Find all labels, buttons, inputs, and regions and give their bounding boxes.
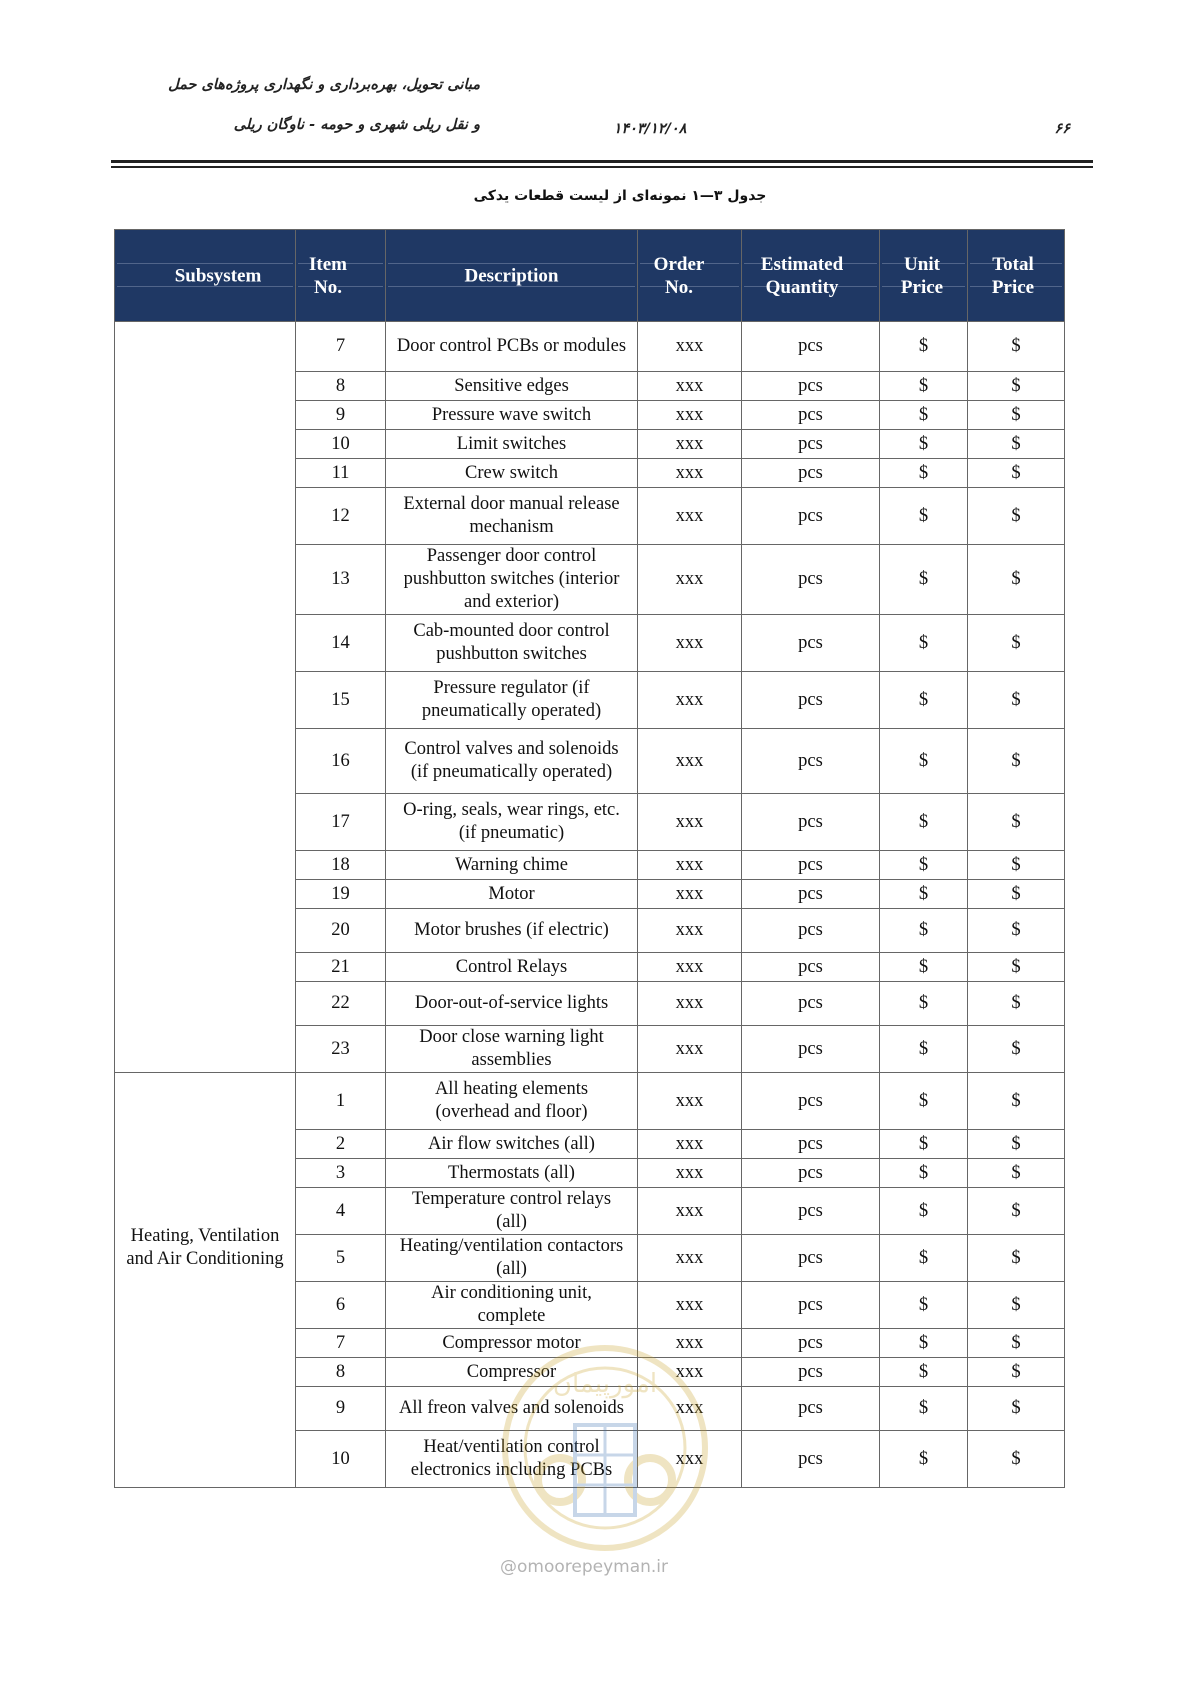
description-cell: Door close warning light assemblies bbox=[386, 1026, 638, 1073]
order-no-cell: xxx bbox=[638, 880, 742, 909]
total-price-cell: $ bbox=[968, 1188, 1065, 1235]
total-price-cell: $ bbox=[968, 1235, 1065, 1282]
total-price-cell: $ bbox=[968, 880, 1065, 909]
unit-price-cell: $ bbox=[880, 322, 968, 372]
unit-price-cell: $ bbox=[880, 794, 968, 851]
order-no-cell: xxx bbox=[638, 1159, 742, 1188]
item-no-cell: 16 bbox=[296, 729, 386, 794]
item-no-cell: 8 bbox=[296, 1358, 386, 1387]
unit-price-cell: $ bbox=[880, 982, 968, 1026]
item-no-cell: 20 bbox=[296, 909, 386, 953]
order-no-cell: xxx bbox=[638, 488, 742, 545]
col-header-subsystem: Subsystem bbox=[115, 230, 296, 322]
quantity-cell: pcs bbox=[742, 401, 880, 430]
order-no-cell: xxx bbox=[638, 372, 742, 401]
unit-price-cell: $ bbox=[880, 729, 968, 794]
page-number: ۶۶ bbox=[1054, 121, 1070, 137]
order-no-cell: xxx bbox=[638, 430, 742, 459]
col-header-item-no: Item No. bbox=[296, 230, 386, 322]
description-cell: Limit switches bbox=[386, 430, 638, 459]
unit-price-cell: $ bbox=[880, 615, 968, 672]
quantity-cell: pcs bbox=[742, 1329, 880, 1358]
total-price-cell: $ bbox=[968, 1329, 1065, 1358]
description-cell: Sensitive edges bbox=[386, 372, 638, 401]
watermark-site: @omoorepeyman.ir bbox=[500, 1557, 669, 1577]
quantity-cell: pcs bbox=[742, 372, 880, 401]
quantity-cell: pcs bbox=[742, 1358, 880, 1387]
svg-text:امورپیمان: امورپیمان bbox=[552, 1369, 658, 1399]
total-price-cell: $ bbox=[968, 1073, 1065, 1130]
order-no-cell: xxx bbox=[638, 794, 742, 851]
item-no-cell: 13 bbox=[296, 545, 386, 615]
total-price-cell: $ bbox=[968, 459, 1065, 488]
quantity-cell: pcs bbox=[742, 794, 880, 851]
order-no-cell: xxx bbox=[638, 982, 742, 1026]
description-cell: All heating elements (overhead and floor) bbox=[386, 1073, 638, 1130]
total-price-cell: $ bbox=[968, 322, 1065, 372]
total-price-cell: $ bbox=[968, 1358, 1065, 1387]
subsystem-cell bbox=[115, 322, 296, 1073]
description-cell: Compressor bbox=[386, 1358, 638, 1387]
description-cell: Passenger door control pushbutton switches (interior and exterior) bbox=[386, 545, 638, 615]
order-no-cell: xxx bbox=[638, 1026, 742, 1073]
unit-price-cell: $ bbox=[880, 1073, 968, 1130]
description-cell: Door control PCBs or modules bbox=[386, 322, 638, 372]
order-no-cell: xxx bbox=[638, 851, 742, 880]
unit-price-cell: $ bbox=[880, 672, 968, 729]
quantity-cell: pcs bbox=[742, 1431, 880, 1488]
description-cell: External door manual release mechanism bbox=[386, 488, 638, 545]
order-no-cell: xxx bbox=[638, 1130, 742, 1159]
header-title-line1: مبانی تحویل، بهره‌برداری و نگهداری پروژه‌های حمل bbox=[168, 77, 480, 93]
item-no-cell: 2 bbox=[296, 1130, 386, 1159]
header-title-line2: و نقل ریلی شهری و حومه - ناوگان ریلی bbox=[233, 117, 480, 133]
total-price-cell: $ bbox=[968, 615, 1065, 672]
quantity-cell: pcs bbox=[742, 430, 880, 459]
item-no-cell: 7 bbox=[296, 322, 386, 372]
quantity-cell: pcs bbox=[742, 729, 880, 794]
total-price-cell: $ bbox=[968, 851, 1065, 880]
total-price-cell: $ bbox=[968, 1387, 1065, 1431]
description-cell: Pressure wave switch bbox=[386, 401, 638, 430]
unit-price-cell: $ bbox=[880, 545, 968, 615]
description-cell: Thermostats (all) bbox=[386, 1159, 638, 1188]
item-no-cell: 1 bbox=[296, 1073, 386, 1130]
unit-price-cell: $ bbox=[880, 880, 968, 909]
order-no-cell: xxx bbox=[638, 729, 742, 794]
order-no-cell: xxx bbox=[638, 1387, 742, 1431]
description-cell: Heat/ventilation control electronics including PCBs bbox=[386, 1431, 638, 1488]
quantity-cell: pcs bbox=[742, 1387, 880, 1431]
unit-price-cell: $ bbox=[880, 1431, 968, 1488]
item-no-cell: 4 bbox=[296, 1188, 386, 1235]
unit-price-cell: $ bbox=[880, 401, 968, 430]
quantity-cell: pcs bbox=[742, 909, 880, 953]
quantity-cell: pcs bbox=[742, 1282, 880, 1329]
order-no-cell: xxx bbox=[638, 615, 742, 672]
col-header-unit-price: Unit Price bbox=[880, 230, 968, 322]
quantity-cell: pcs bbox=[742, 672, 880, 729]
total-price-cell: $ bbox=[968, 672, 1065, 729]
quantity-cell: pcs bbox=[742, 982, 880, 1026]
quantity-cell: pcs bbox=[742, 1130, 880, 1159]
order-no-cell: xxx bbox=[638, 401, 742, 430]
description-cell: O-ring, seals, wear rings, etc. (if pneumatic) bbox=[386, 794, 638, 851]
total-price-cell: $ bbox=[968, 1130, 1065, 1159]
col-header-order-no: Order No. bbox=[638, 230, 742, 322]
table-header-row bbox=[115, 230, 1065, 322]
quantity-cell: pcs bbox=[742, 880, 880, 909]
subsystem-cell: Heating, Ventilation and Air Conditioning bbox=[115, 1073, 296, 1488]
unit-price-cell: $ bbox=[880, 1159, 968, 1188]
quantity-cell: pcs bbox=[742, 545, 880, 615]
total-price-cell: $ bbox=[968, 1282, 1065, 1329]
unit-price-cell: $ bbox=[880, 953, 968, 982]
description-cell: Air flow switches (all) bbox=[386, 1130, 638, 1159]
unit-price-cell: $ bbox=[880, 851, 968, 880]
table-row bbox=[115, 1073, 1065, 1130]
item-no-cell: 10 bbox=[296, 1431, 386, 1488]
description-cell: Heating/ventilation contactors (all) bbox=[386, 1235, 638, 1282]
order-no-cell: xxx bbox=[638, 1282, 742, 1329]
table-row bbox=[115, 322, 1065, 372]
total-price-cell: $ bbox=[968, 909, 1065, 953]
item-no-cell: 11 bbox=[296, 459, 386, 488]
description-cell: Compressor motor bbox=[386, 1329, 638, 1358]
unit-price-cell: $ bbox=[880, 430, 968, 459]
unit-price-cell: $ bbox=[880, 909, 968, 953]
item-no-cell: 6 bbox=[296, 1282, 386, 1329]
item-no-cell: 5 bbox=[296, 1235, 386, 1282]
item-no-cell: 15 bbox=[296, 672, 386, 729]
order-no-cell: xxx bbox=[638, 545, 742, 615]
quantity-cell: pcs bbox=[742, 322, 880, 372]
total-price-cell: $ bbox=[968, 794, 1065, 851]
item-no-cell: 22 bbox=[296, 982, 386, 1026]
description-cell: Crew switch bbox=[386, 459, 638, 488]
description-cell: Pressure regulator (if pneumatically operated) bbox=[386, 672, 638, 729]
order-no-cell: xxx bbox=[638, 1073, 742, 1130]
unit-price-cell: $ bbox=[880, 1026, 968, 1073]
quantity-cell: pcs bbox=[742, 1026, 880, 1073]
description-cell: Control Relays bbox=[386, 953, 638, 982]
unit-price-cell: $ bbox=[880, 1130, 968, 1159]
item-no-cell: 9 bbox=[296, 1387, 386, 1431]
header-divider-thin bbox=[111, 166, 1093, 168]
col-header-estimated-quantity: Estimated Quantity bbox=[742, 230, 880, 322]
unit-price-cell: $ bbox=[880, 1387, 968, 1431]
description-cell: Door-out-of-service lights bbox=[386, 982, 638, 1026]
item-no-cell: 23 bbox=[296, 1026, 386, 1073]
quantity-cell: pcs bbox=[742, 459, 880, 488]
item-no-cell: 18 bbox=[296, 851, 386, 880]
description-cell: Control valves and solenoids (if pneumatically operated) bbox=[386, 729, 638, 794]
table-caption: جدول ۳—۱ نمونه‌ای از لیست قطعات یدکی bbox=[473, 188, 767, 204]
item-no-cell: 21 bbox=[296, 953, 386, 982]
order-no-cell: xxx bbox=[638, 1358, 742, 1387]
total-price-cell: $ bbox=[968, 401, 1065, 430]
total-price-cell: $ bbox=[968, 430, 1065, 459]
item-no-cell: 14 bbox=[296, 615, 386, 672]
order-no-cell: xxx bbox=[638, 672, 742, 729]
order-no-cell: xxx bbox=[638, 1431, 742, 1488]
total-price-cell: $ bbox=[968, 1431, 1065, 1488]
order-no-cell: xxx bbox=[638, 459, 742, 488]
unit-price-cell: $ bbox=[880, 1282, 968, 1329]
item-no-cell: 9 bbox=[296, 401, 386, 430]
spare-parts-table bbox=[114, 229, 1065, 1488]
unit-price-cell: $ bbox=[880, 459, 968, 488]
order-no-cell: xxx bbox=[638, 953, 742, 982]
unit-price-cell: $ bbox=[880, 1235, 968, 1282]
description-cell: Motor bbox=[386, 880, 638, 909]
total-price-cell: $ bbox=[968, 953, 1065, 982]
unit-price-cell: $ bbox=[880, 372, 968, 401]
description-cell: Cab-mounted door control pushbutton switches bbox=[386, 615, 638, 672]
item-no-cell: 10 bbox=[296, 430, 386, 459]
order-no-cell: xxx bbox=[638, 1329, 742, 1358]
order-no-cell: xxx bbox=[638, 322, 742, 372]
item-no-cell: 12 bbox=[296, 488, 386, 545]
description-cell: Air conditioning unit, complete bbox=[386, 1282, 638, 1329]
item-no-cell: 7 bbox=[296, 1329, 386, 1358]
total-price-cell: $ bbox=[968, 982, 1065, 1026]
order-no-cell: xxx bbox=[638, 909, 742, 953]
unit-price-cell: $ bbox=[880, 1329, 968, 1358]
quantity-cell: pcs bbox=[742, 1235, 880, 1282]
quantity-cell: pcs bbox=[742, 488, 880, 545]
header-date: ۱۴۰۳/۱۲/۰۸ bbox=[613, 121, 687, 137]
order-no-cell: xxx bbox=[638, 1235, 742, 1282]
quantity-cell: pcs bbox=[742, 1188, 880, 1235]
total-price-cell: $ bbox=[968, 372, 1065, 401]
description-cell: Motor brushes (if electric) bbox=[386, 909, 638, 953]
quantity-cell: pcs bbox=[742, 1159, 880, 1188]
item-no-cell: 17 bbox=[296, 794, 386, 851]
quantity-cell: pcs bbox=[742, 851, 880, 880]
quantity-cell: pcs bbox=[742, 953, 880, 982]
item-no-cell: 3 bbox=[296, 1159, 386, 1188]
total-price-cell: $ bbox=[968, 545, 1065, 615]
item-no-cell: 8 bbox=[296, 372, 386, 401]
order-no-cell: xxx bbox=[638, 1188, 742, 1235]
header-divider-thick bbox=[111, 160, 1093, 163]
col-header-total-price: Total Price bbox=[968, 230, 1065, 322]
unit-price-cell: $ bbox=[880, 488, 968, 545]
unit-price-cell: $ bbox=[880, 1358, 968, 1387]
description-cell: Temperature control relays (all) bbox=[386, 1188, 638, 1235]
total-price-cell: $ bbox=[968, 488, 1065, 545]
total-price-cell: $ bbox=[968, 1026, 1065, 1073]
item-no-cell: 19 bbox=[296, 880, 386, 909]
total-price-cell: $ bbox=[968, 729, 1065, 794]
col-header-description: Description bbox=[386, 230, 638, 322]
unit-price-cell: $ bbox=[880, 1188, 968, 1235]
quantity-cell: pcs bbox=[742, 615, 880, 672]
description-cell: Warning chime bbox=[386, 851, 638, 880]
total-price-cell: $ bbox=[968, 1159, 1065, 1188]
description-cell: All freon valves and solenoids bbox=[386, 1387, 638, 1431]
quantity-cell: pcs bbox=[742, 1073, 880, 1130]
